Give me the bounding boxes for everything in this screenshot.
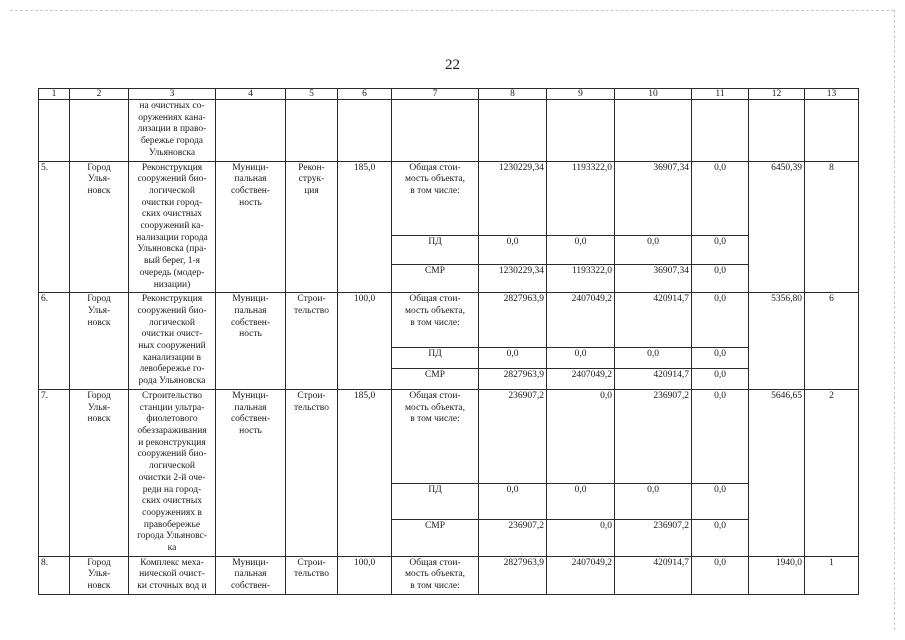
capacity-cell: 185,0 xyxy=(338,161,392,293)
total-value: 1193322,0 xyxy=(547,161,615,235)
col12-value: 1940,0 xyxy=(749,556,805,594)
smr-value: 2827963,9 xyxy=(479,368,547,389)
col-header: 13 xyxy=(805,89,859,100)
total-value: 0,0 xyxy=(692,556,749,594)
col-header: 3 xyxy=(129,89,216,100)
column-number-row xyxy=(39,89,859,100)
project-row xyxy=(39,293,859,348)
row-number: 8. xyxy=(39,556,70,594)
smr-value: 1230229,34 xyxy=(479,264,547,293)
total-value: 236907,2 xyxy=(615,389,692,483)
col13-value: 1 xyxy=(805,556,859,594)
pd-value: 0,0 xyxy=(692,347,749,368)
pd-value: 0,0 xyxy=(479,484,547,520)
col-header: 11 xyxy=(692,89,749,100)
work-type-cell: Строи- тельство xyxy=(286,293,338,390)
col-header: 8 xyxy=(479,89,547,100)
smr-label: СМР xyxy=(392,520,479,556)
total-value: 0,0 xyxy=(692,161,749,235)
total-value: 36907,34 xyxy=(615,161,692,235)
pd-value: 0,0 xyxy=(479,235,547,264)
continued-project-name: на очистных со- оружениях кана- лизации в право- бережье города Ульяновска xyxy=(129,100,216,162)
ownership-cell: Муници- пальная собствен- ность xyxy=(216,161,286,293)
smr-label: СМР xyxy=(392,264,479,293)
smr-value: 236907,2 xyxy=(615,520,692,556)
project-row xyxy=(39,556,859,594)
pd-value: 0,0 xyxy=(547,484,615,520)
city-cell: Город Улья- новск xyxy=(70,161,129,293)
pd-value: 0,0 xyxy=(479,347,547,368)
project-row xyxy=(39,161,859,235)
total-value: 420914,7 xyxy=(615,293,692,348)
total-value: 2827963,9 xyxy=(479,556,547,594)
col-header: 7 xyxy=(392,89,479,100)
smr-value: 0,0 xyxy=(692,520,749,556)
work-type-cell: Строи- тельство xyxy=(286,556,338,594)
total-value: 420914,7 xyxy=(615,556,692,594)
col-header: 2 xyxy=(70,89,129,100)
col12-value: 5646,65 xyxy=(749,389,805,556)
work-type-cell: Рекон- струк- ция xyxy=(286,161,338,293)
total-cost-label: Общая стои- мость объекта, в том числе: xyxy=(392,161,479,235)
page-edge-top xyxy=(10,10,894,11)
smr-value: 236907,2 xyxy=(479,520,547,556)
city-cell: Город Улья- новск xyxy=(70,293,129,390)
total-value: 236907,2 xyxy=(479,389,547,483)
total-cost-label: Общая стои- мость объекта, в том числе: xyxy=(392,556,479,594)
total-value: 2407049,2 xyxy=(547,293,615,348)
smr-label: СМР xyxy=(392,368,479,389)
col-header: 9 xyxy=(547,89,615,100)
pd-value: 0,0 xyxy=(547,347,615,368)
col-header: 12 xyxy=(749,89,805,100)
col12-value: 6450,39 xyxy=(749,161,805,293)
col13-value: 6 xyxy=(805,293,859,390)
col-header: 5 xyxy=(286,89,338,100)
col12-value: 5356,80 xyxy=(749,293,805,390)
smr-value: 0,0 xyxy=(547,520,615,556)
ownership-cell: Муници- пальная собствен- ность xyxy=(216,389,286,556)
capacity-cell: 100,0 xyxy=(338,293,392,390)
pd-value: 0,0 xyxy=(692,235,749,264)
col13-value: 8 xyxy=(805,161,859,293)
col-header: 6 xyxy=(338,89,392,100)
capacity-cell: 185,0 xyxy=(338,389,392,556)
col-header: 4 xyxy=(216,89,286,100)
total-value: 2407049,2 xyxy=(547,556,615,594)
capacity-cell: 100,0 xyxy=(338,556,392,594)
continuation-row xyxy=(39,100,859,162)
total-value: 2827963,9 xyxy=(479,293,547,348)
total-cost-label: Общая стои- мость объекта, в том числе: xyxy=(392,389,479,483)
pd-value: 0,0 xyxy=(692,484,749,520)
pd-value: 0,0 xyxy=(547,235,615,264)
smr-value: 0,0 xyxy=(692,264,749,293)
total-value: 0,0 xyxy=(692,389,749,483)
col-header: 1 xyxy=(39,89,70,100)
city-cell: Город Улья- новск xyxy=(70,389,129,556)
city-cell: Город Улья- новск xyxy=(70,556,129,594)
smr-value: 1193322,0 xyxy=(547,264,615,293)
smr-value: 2407049,2 xyxy=(547,368,615,389)
row-number: 5. xyxy=(39,161,70,293)
smr-value: 0,0 xyxy=(692,368,749,389)
project-name-cell: Комплекс меха- нической очист- ки сточных вод и xyxy=(129,556,216,594)
pd-value: 0,0 xyxy=(615,484,692,520)
work-type-cell: Строи- тельство xyxy=(286,389,338,556)
col-header: 10 xyxy=(615,89,692,100)
page-edge-right xyxy=(894,10,895,630)
pd-value: 0,0 xyxy=(615,347,692,368)
smr-value: 36907,34 xyxy=(615,264,692,293)
row-number: 7. xyxy=(39,389,70,556)
total-cost-label: Общая стои- мость объекта, в том числе: xyxy=(392,293,479,348)
total-value: 0,0 xyxy=(547,389,615,483)
col13-value: 2 xyxy=(805,389,859,556)
total-value: 0,0 xyxy=(692,293,749,348)
ownership-cell: Муници- пальная собствен- ность xyxy=(216,293,286,390)
smr-value: 420914,7 xyxy=(615,368,692,389)
pd-label: ПД xyxy=(392,347,479,368)
total-value: 1230229,34 xyxy=(479,161,547,235)
project-name-cell: Реконструкция сооружений био- логической очистки город- ских очистных сооружений ка- нализации города Ульяновска (пра- вый берег, 1-я очередь (модер- низации) xyxy=(129,161,216,293)
pd-label: ПД xyxy=(392,235,479,264)
ownership-cell: Муници- пальная собствен- xyxy=(216,556,286,594)
project-name-cell: Строительство станции ультра- фиолетового обеззараживания и реконструкция сооружений био- логической очистки 2-й оче- реди на город- ских очистных сооружениях в правобережье города Ульяновс- ка xyxy=(129,389,216,556)
pd-label: ПД xyxy=(392,484,479,520)
project-row xyxy=(39,389,859,483)
project-name-cell: Реконструкция сооружений био- логической очистки очист- ных сооружений канализации в левобережье го- рода Ульяновска xyxy=(129,293,216,390)
row-number: 6. xyxy=(39,293,70,390)
page-number: 22 xyxy=(445,57,460,73)
pd-value: 0,0 xyxy=(615,235,692,264)
investment-table xyxy=(38,88,859,595)
